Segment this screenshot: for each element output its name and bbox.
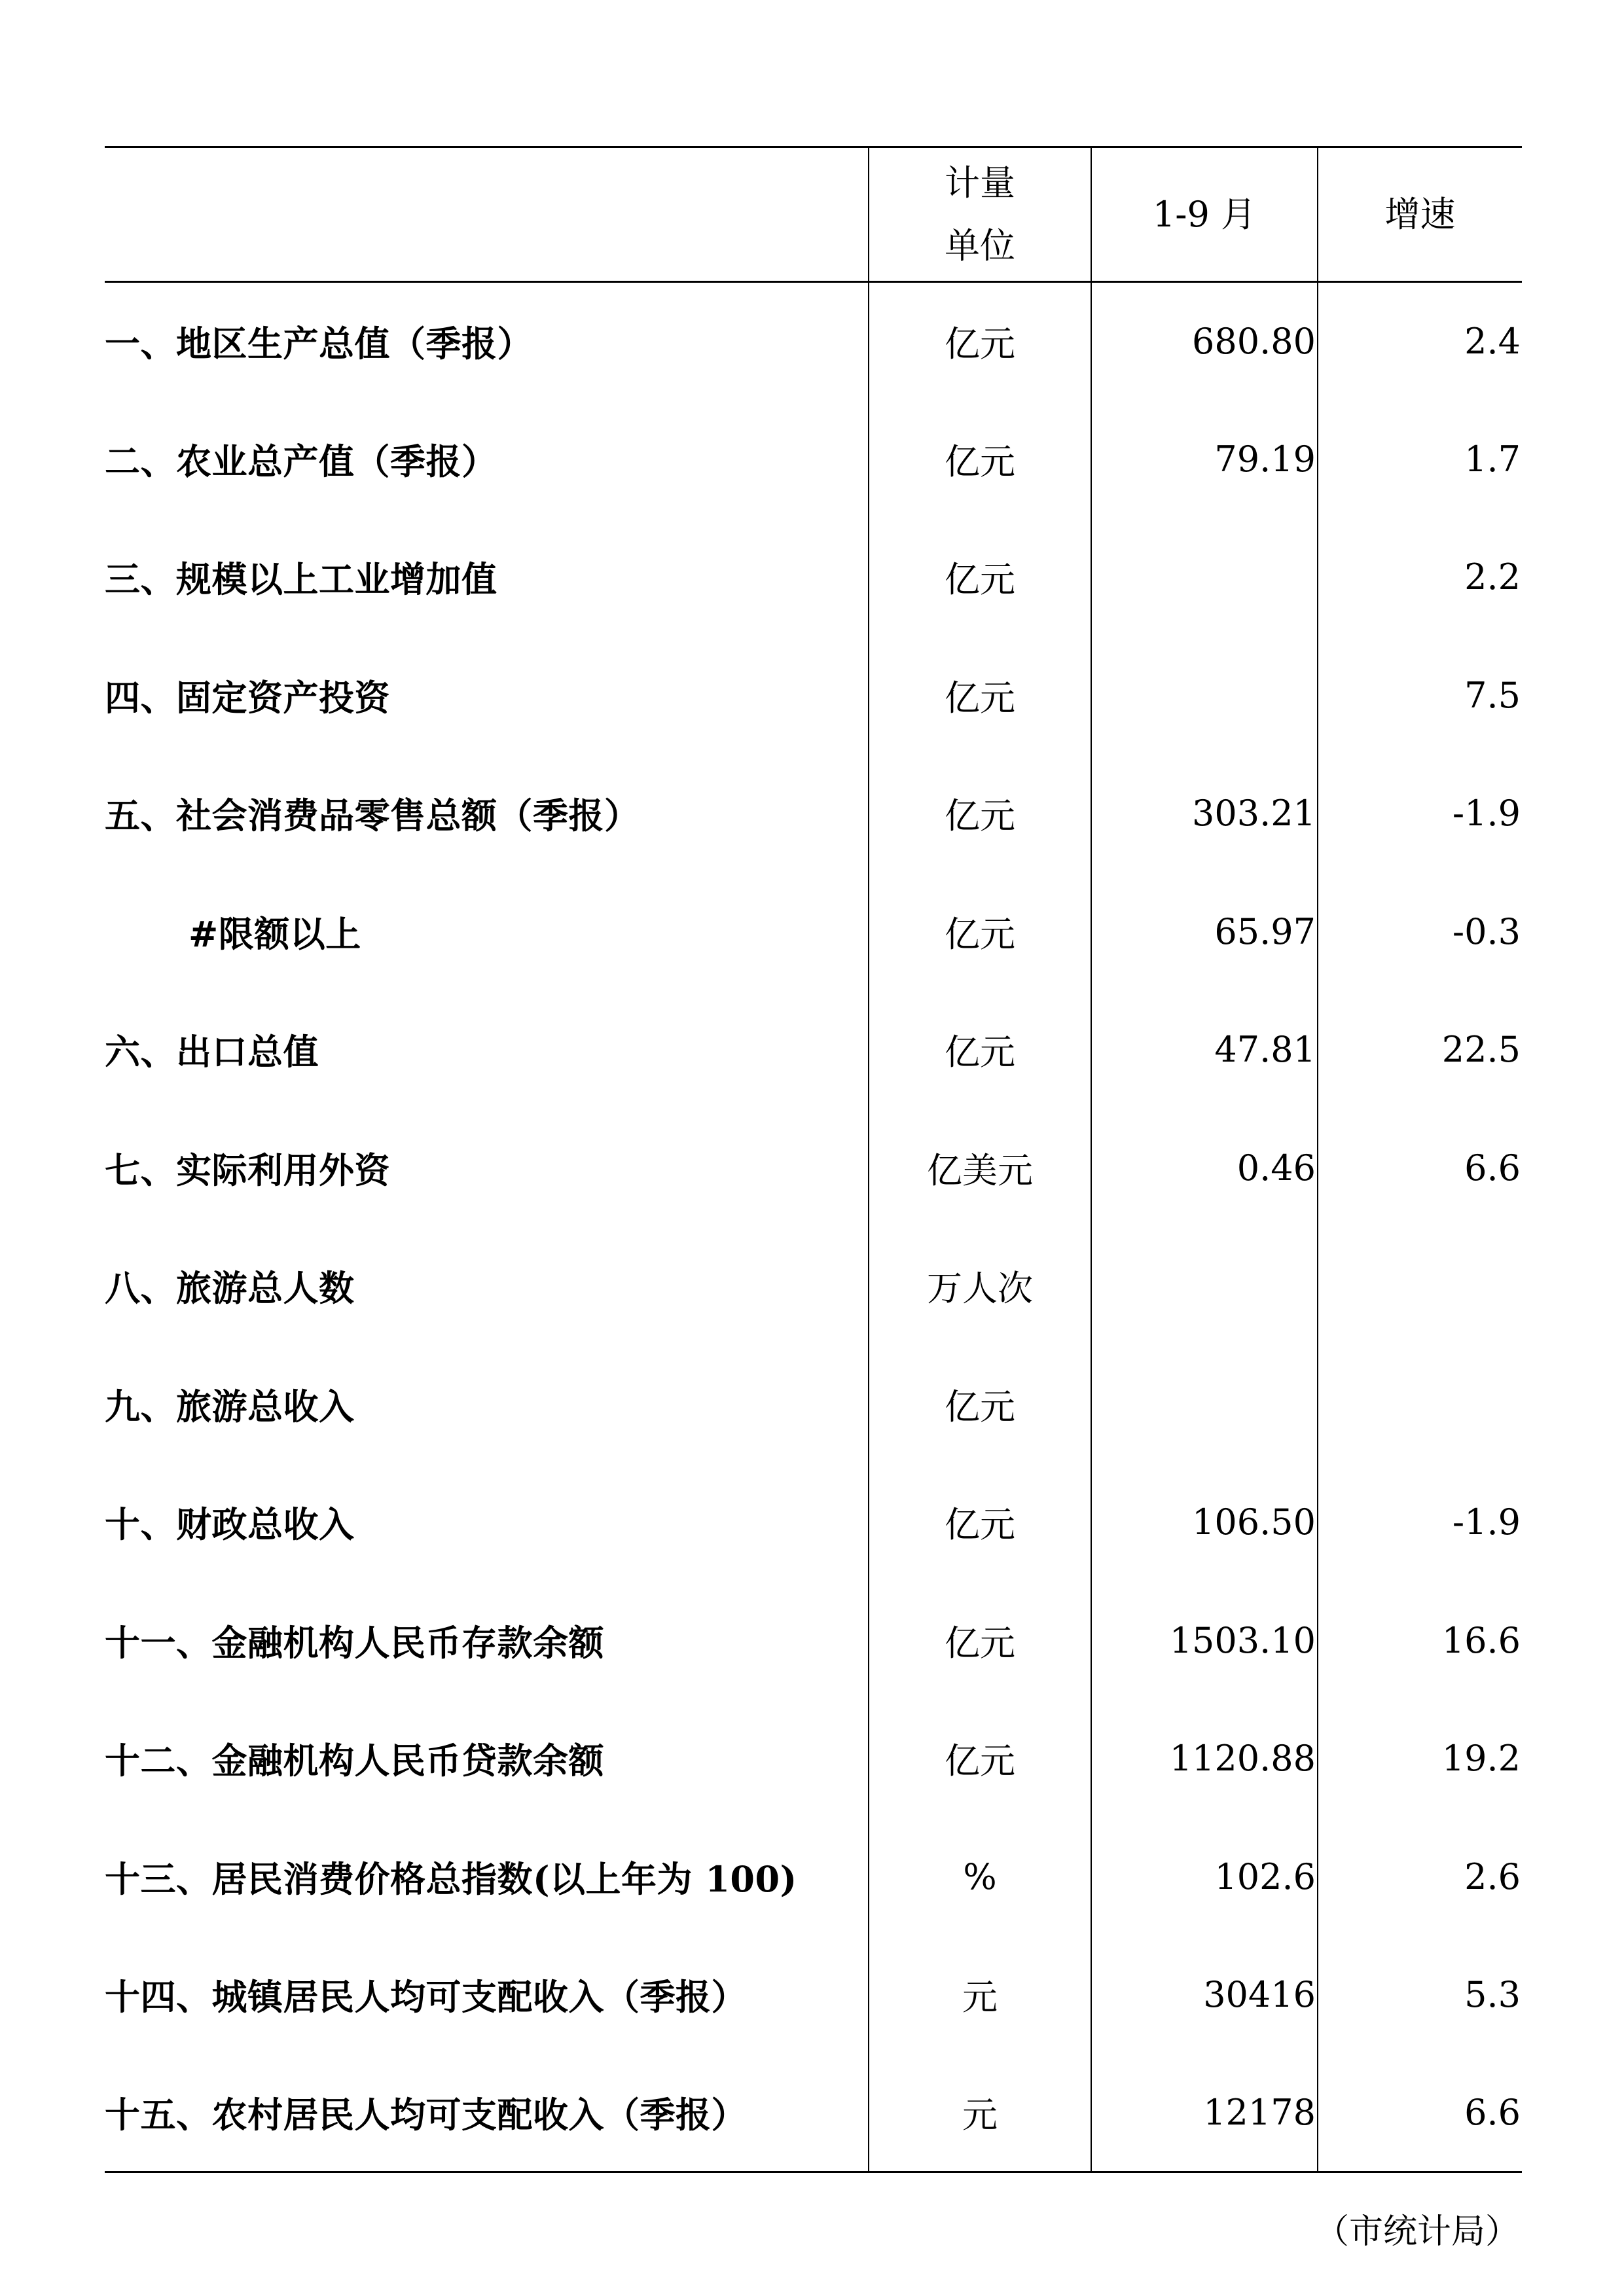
unit-cell: 元 <box>869 1936 1091 2054</box>
unit-cell: 亿元 <box>869 1581 1091 1700</box>
table-header-row <box>105 147 1522 282</box>
table-row <box>105 1700 1522 1818</box>
header-unit <box>869 147 1091 282</box>
unit-cell: 亿元 <box>869 282 1091 401</box>
growth-cell: 5.3 <box>1318 1936 1522 2054</box>
table-row <box>105 1227 1522 1346</box>
growth-cell: 16.6 <box>1318 1581 1522 1700</box>
unit-cell: 亿元 <box>869 872 1091 991</box>
unit-cell: 亿元 <box>869 1345 1091 1463</box>
growth-cell: 7.5 <box>1318 636 1522 755</box>
indicator-name: 一、地区生产总值（季报） <box>105 323 533 365</box>
indicator-name: 十四、城镇居民人均可支配收入（季报） <box>105 1976 747 2018</box>
unit-cell: 万人次 <box>869 1227 1091 1346</box>
value-cell: 30416 <box>1091 1936 1318 2054</box>
value-cell <box>1091 636 1318 755</box>
value-cell: 79.19 <box>1091 400 1318 518</box>
value-cell: 12178 <box>1091 2054 1318 2172</box>
table-row <box>105 400 1522 518</box>
unit-cell: 亿元 <box>869 755 1091 873</box>
indicator-name: #限额以上 <box>189 912 361 955</box>
growth-cell: 2.2 <box>1318 518 1522 637</box>
header-indicator <box>105 147 869 282</box>
growth-cell <box>1318 1345 1522 1463</box>
table-row <box>105 755 1522 873</box>
indicator-name: 四、固定资产投资 <box>105 676 390 719</box>
indicator-name: 八、旅游总人数 <box>105 1267 355 1310</box>
value-cell <box>1091 518 1318 637</box>
indicator-name: 十三、居民消费价格总指数(以上年为 100) <box>105 1857 797 1900</box>
growth-cell: 22.5 <box>1318 991 1522 1109</box>
value-cell: 106.50 <box>1091 1463 1318 1582</box>
value-cell <box>1091 1227 1318 1346</box>
value-cell: 47.81 <box>1091 991 1318 1109</box>
growth-cell: 1.7 <box>1318 400 1522 518</box>
growth-cell: 19.2 <box>1318 1700 1522 1818</box>
indicator-name: 十、财政总收入 <box>105 1503 355 1546</box>
value-cell: 303.21 <box>1091 755 1318 873</box>
table-row <box>105 1345 1522 1463</box>
indicator-name: 十一、金融机构人民币存款余额 <box>105 1621 604 1664</box>
value-cell: 1503.10 <box>1091 1581 1318 1700</box>
header-growth: 增速 <box>1318 147 1522 282</box>
table-row <box>105 636 1522 755</box>
unit-cell: 亿元 <box>869 518 1091 637</box>
growth-cell: -1.9 <box>1318 1463 1522 1582</box>
unit-cell: 亿元 <box>869 1700 1091 1818</box>
header-unit-line1: 计量 <box>945 162 1015 204</box>
indicator-name: 七、实际利用外资 <box>105 1149 390 1191</box>
unit-cell: 亿元 <box>869 1463 1091 1582</box>
growth-cell: -0.3 <box>1318 872 1522 991</box>
growth-cell: 6.6 <box>1318 1109 1522 1227</box>
unit-cell: % <box>869 1818 1091 1936</box>
value-cell: 102.6 <box>1091 1818 1318 1936</box>
indicator-name: 六、出口总值 <box>105 1031 319 1073</box>
table-row <box>105 991 1522 1109</box>
unit-cell: 亿元 <box>869 636 1091 755</box>
header-unit-line2: 单位 <box>945 224 1015 266</box>
table-row <box>105 282 1522 401</box>
unit-cell: 亿元 <box>869 991 1091 1109</box>
growth-cell <box>1318 1227 1522 1346</box>
growth-cell: 2.4 <box>1318 282 1522 401</box>
table-row <box>105 872 1522 991</box>
source-note: （市统计局） <box>1314 2212 1519 2251</box>
indicator-name: 三、规模以上工业增加值 <box>105 558 497 601</box>
table-row <box>105 1109 1522 1227</box>
indicator-name: 五、社会消费品零售总额（季报） <box>105 795 640 837</box>
table-row <box>105 2054 1522 2172</box>
growth-cell: 2.6 <box>1318 1818 1522 1936</box>
table-row <box>105 1581 1522 1700</box>
unit-cell: 元 <box>869 2054 1091 2172</box>
growth-cell: 6.6 <box>1318 2054 1522 2172</box>
table-row <box>105 1818 1522 1936</box>
indicator-name: 十五、农村居民人均可支配收入（季报） <box>105 2054 869 2172</box>
value-cell <box>1091 1345 1318 1463</box>
value-cell: 680.80 <box>1091 282 1318 401</box>
table-row <box>105 518 1522 637</box>
table-row <box>105 1936 1522 2054</box>
indicator-name: 二、农业总产值（季报） <box>105 440 497 482</box>
table-body <box>105 282 1522 2172</box>
unit-cell: 亿元 <box>869 400 1091 518</box>
indicator-name: 十二、金融机构人民币贷款余额 <box>105 1740 604 1782</box>
statistics-table <box>105 146 1522 2173</box>
header-period: 1-9 月 <box>1091 147 1318 282</box>
value-cell: 0.46 <box>1091 1109 1318 1227</box>
value-cell: 1120.88 <box>1091 1700 1318 1818</box>
unit-cell: 亿美元 <box>869 1109 1091 1227</box>
growth-cell: -1.9 <box>1318 755 1522 873</box>
table-row <box>105 1463 1522 1582</box>
value-cell: 65.97 <box>1091 872 1318 991</box>
indicator-name: 九、旅游总收入 <box>105 1385 355 1427</box>
